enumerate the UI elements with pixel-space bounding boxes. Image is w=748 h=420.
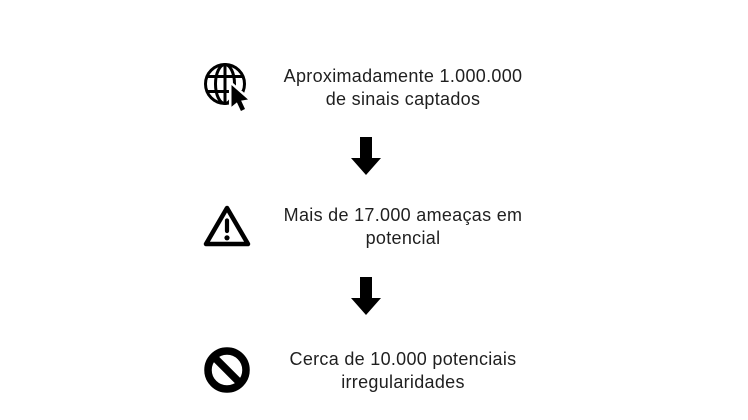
step-text-irregularities xyxy=(276,348,530,394)
step-text-signals xyxy=(276,65,530,111)
step-text-line: irregularidades xyxy=(341,372,465,392)
step-text-threats xyxy=(276,204,530,250)
step-text-line: potencial xyxy=(365,228,441,248)
down-arrow-icon xyxy=(350,136,382,176)
step-text-line: Cerca de 10.000 potenciais xyxy=(289,349,517,369)
globe-pointer-icon xyxy=(202,61,252,113)
prohibition-icon xyxy=(204,347,250,393)
down-arrow-icon xyxy=(350,276,382,316)
step-text-line: Aproximadamente 1.000.000 xyxy=(283,66,523,86)
warning-triangle-icon xyxy=(202,203,252,249)
step-text-line: de sinais captados xyxy=(325,89,481,109)
step-text-line: Mais de 17.000 ameaças em xyxy=(283,205,523,225)
